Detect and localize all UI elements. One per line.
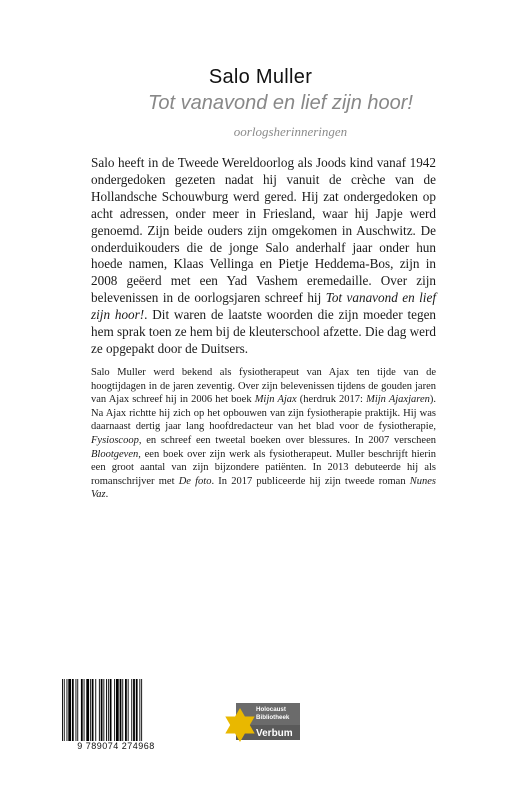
text-span: . Dit waren de laatste woorden die zijn moeder tegen hem sprak toen ze hem bij de kleuterschool afzette. Die dag werd ze opgepakt door de Duitsers. [91, 307, 437, 356]
text-span: . In 2017 publiceerde hij zijn tweede roman [211, 475, 410, 487]
barcode-bar [92, 679, 94, 741]
logo-line-holocaust: Holocaust [256, 706, 286, 713]
publisher-logo-graphic [218, 697, 308, 747]
text-span: Salo Muller werd bekend als fysiotherapeut van Ajax ten tijde van de hoogtijdagen in de jaren zeventig. Over zijn belevenissen tijdens de gouden jaren van Ajax schreef hij in 2006 het boek [91, 367, 436, 406]
barcode-bar [136, 679, 138, 741]
barcode-icon [60, 679, 172, 741]
barcode-bar [106, 679, 107, 741]
italic-title-span: Mijn Ajax [254, 394, 297, 406]
barcode-bar [122, 679, 123, 741]
barcode-bars [60, 679, 172, 741]
barcode-bar [72, 679, 74, 741]
publisher-logo [218, 697, 308, 747]
text-span: . [105, 489, 109, 501]
text-span: , en schreef een tweetal boeken over blessures. In 2007 verscheen [138, 434, 436, 446]
text-span: ). Na Ajax richtte hij zich op het opbouwen van zijn fysiotherapie praktijk. Hij was daarnaast dertig jaar lang hoofdredacteur van het blad voor de fysiotherapie, [91, 394, 436, 433]
author-name: Salo Muller [208, 66, 313, 88]
barcode-bar [68, 679, 71, 741]
italic-title-span: Nunes Vaz [91, 475, 437, 501]
italic-title-span: Blootgeven [91, 448, 139, 460]
barcode-bar [131, 679, 132, 741]
blurb-paragraph-1 [91, 155, 436, 358]
barcode-bar [95, 679, 96, 741]
barcode-bar [90, 679, 91, 741]
barcode-bar [101, 679, 103, 741]
text-span: (herdruk 2017: [296, 394, 367, 406]
barcode-bar [81, 679, 83, 741]
barcode-bar [141, 679, 142, 741]
book-subtitle: oorlogsherinneringen [233, 124, 348, 139]
logo-publisher-name: Verbum [256, 728, 293, 739]
italic-title-span: Fysioscoop [91, 434, 139, 446]
barcode-bar [114, 679, 115, 741]
isbn-number: 9 789074 274968 [77, 741, 155, 751]
italic-title-span: De foto [178, 475, 212, 487]
barcode-bar [133, 679, 135, 741]
barcode-bar [67, 679, 68, 741]
book-title: Tot vanavond en lief zijn hoor! [148, 92, 413, 114]
text-span: , een boek over zijn werk als fysiotherapeut. Muller beschrijft hierin een groot aantal van zijn bijzondere patiënten. In 2013 debuteerde hij als romanschrijver met [91, 448, 436, 487]
barcode-bar [128, 679, 129, 741]
barcode-bar [62, 679, 63, 741]
italic-title-span: Tot vanavond en lief zijn hoor! [91, 290, 436, 323]
barcode-bar [116, 679, 119, 741]
author-bio-paragraph [91, 366, 436, 502]
barcode-bar [120, 679, 122, 741]
barcode-bar [110, 679, 112, 741]
barcode-bar [99, 679, 100, 741]
barcode-bar [86, 679, 89, 741]
barcode-bar [77, 679, 78, 741]
italic-title-span: Mijn Ajaxjaren [366, 394, 430, 406]
barcode-bar [64, 679, 65, 741]
barcode-bar [108, 679, 109, 741]
barcode-bar [84, 679, 85, 741]
barcode-bar [139, 679, 140, 741]
logo-line-bibliotheek: Bibliotheek [256, 714, 290, 721]
barcode-bar [103, 679, 104, 741]
barcode-bar [125, 679, 127, 741]
text-span: Salo heeft in de Tweede Wereldoorlog als Joods kind vanaf 1942 ondergedoken gezeten nadat hij vanuit de crèche van de Hollandsche Schouwburg werd gered. Hij zat ondergedoken op acht adressen, onder meer in Friesland, waar hij Japje werd genoemd. Zijn beide ouders zijn omgekomen in Auschwitz. De onderduikouders die de jonge Salo anderhalf jaar onder hun hoede namen, Klaas Vellinga en Pietje Heddema-Bos, zijn in 2008 geëerd met een Yad Vashem eremedaille. Over zijn belevenissen in de oorlogsjaren schreef hij [91, 155, 436, 306]
barcode-bar [76, 679, 77, 741]
